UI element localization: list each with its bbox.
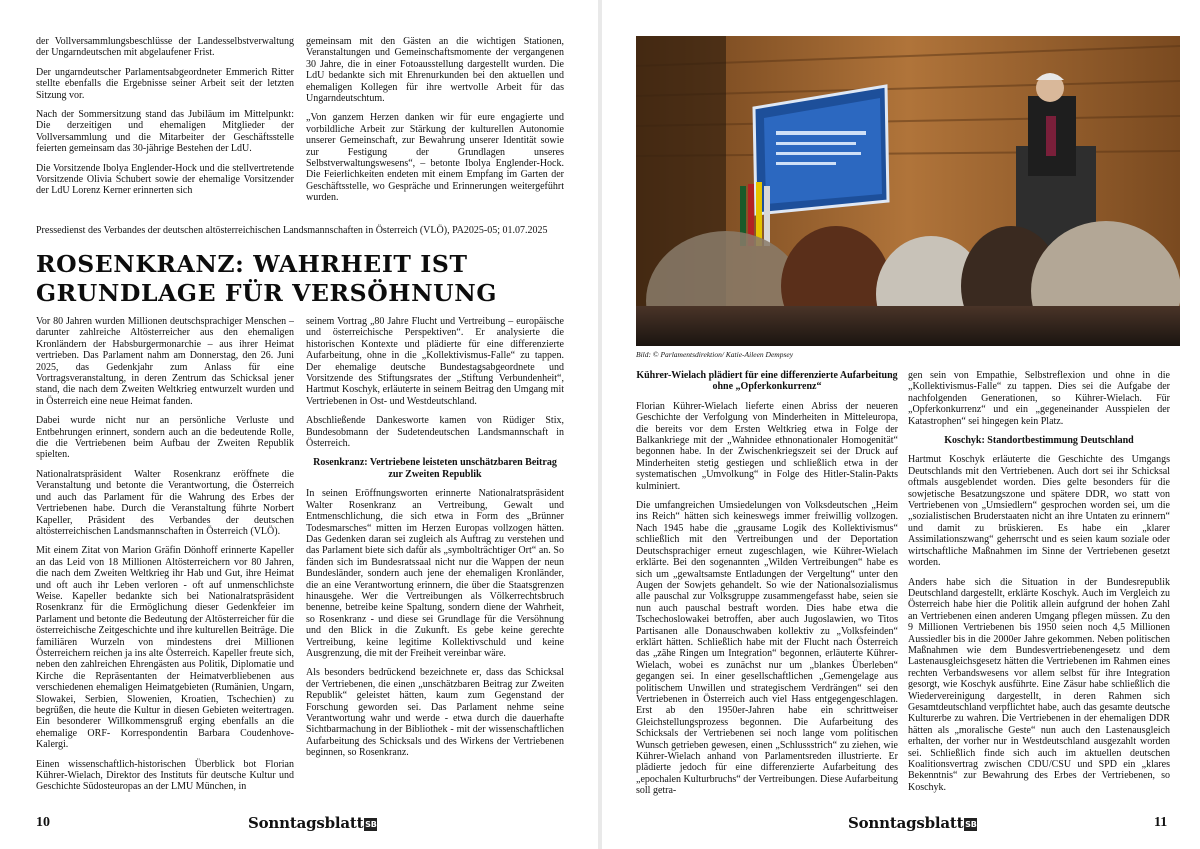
- paragraph: gen sein von Empathie, Selbstreflexion und ohne in die „Kollektivismus-Falle“ zu tappen. Dies sei die Aufgabe der nachfolgenden Generationen, so Kührer-Wielach. Für „Opferkonkurrenz“ und ein „gegeneinander Ausspielen der Katastrophen“ sei hingegen kein Platz.: [908, 370, 1170, 427]
- paragraph: Einen wissenschaftlich-historischen Überblick bot Florian Kührer-Wielach, Direktor des Instituts für deutsche Kultur und Geschichte Südosteuropas an der LMU München, in: [36, 758, 294, 793]
- subheading: Rosenkranz: Vertriebene leisteten unschätzbaren Beitrag zur Zweiten Republik: [313, 457, 557, 480]
- paragraph: der Vollversammlungsbeschlüsse der Landesselbstverwaltung der Ungarndeutschen mit abgelaufener Frist.: [36, 36, 294, 59]
- left-col2-main: [306, 316, 564, 808]
- paragraph: In seinen Eröffnungsworten erinnerte Nationalratspräsident Walter Rosenkranz an Vertreibung, Gewalt und Entmenschlichung, die sich etwa in Form des „Brünner Todesmarsches“ mitten im Herzen Europas vollzogen hätten. Das Gedenken daran sei zugleich als Auftrag zu verstehen und das Parlament biete sich dafür als „symbolträchtiger Ort“ an. So fänden sich im Bundesratssaal nicht nur die Wappen der neun Bundesländer, sondern auch jene der ehemaligen Kronländer, die an eine Verantwortung erinnern, die über die Staatsgrenzen hinausgehe. Wer die Vertreibungen als Völkerrechtsbruch benenne, betreibe keine Spaltung, sondern diene der Wahrheit, so Rosenkranz - und diese sei Grundlage für die Versöhnung und den Blick in die Zukunft. Es gebe keine gerechte Vertreibung, keine legitime Kollektivschuld und keine Ausgrenzung, die mit der Freiheit vereinbar wäre.: [306, 488, 564, 659]
- source-line: Pressedienst des Verbandes der deutschen altösterreichischen Landsmannschaften in Österreich (VLÖ), PA2025-05; 01.07.2025: [36, 225, 548, 236]
- page-number: 11: [1154, 815, 1168, 830]
- right-col2: [908, 370, 1170, 810]
- subheading: Koschyk: Standortbestimmung Deutschland: [944, 435, 1134, 447]
- right-page: [602, 0, 1200, 849]
- paragraph: Nach der Sommersitzung stand das Jubiläum im Mittelpunkt: Die derzeitigen und ehemaligen Mitglieder der Vollversammlung und die Mitarbeiter der Geschäftsstelle feierten gemeinsam das 30-jährige Bestehen der LdU.: [36, 109, 294, 155]
- right-col1: [636, 370, 898, 810]
- photo-caption: Bild: © Parlamentsdirektion/ Katie-Aileen Dempsey: [636, 350, 794, 359]
- paragraph: Vor 80 Jahren wurden Millionen deutschsprachiger Menschen – darunter zahlreiche Altösterreicher aus den ehemaligen Kronländern der Habsburgermonarchie – aus ihrer Heimat vertrieben. Das Parlament nahm am Donnerstag, den 26. Juni 2025, das Gedenkjahr zum Anlass für eine Vortragsveranstaltung, in deren Zentrum das Schicksal jener stand, die nach dem Zweiten Weltkrieg entwurzelt wurden und in Österreich eine neue Heimat fanden.: [36, 316, 294, 407]
- paragraph: Dabei wurde nicht nur an persönliche Verluste und Entbehrungen erinnert, sondern auch an die bedeutende Rolle, die die Vertriebenen beim Aufbau der Zweiten Republik spielten.: [36, 415, 294, 461]
- photo-illustration: [636, 36, 1180, 346]
- paragraph: Mit einem Zitat von Marion Gräfin Dönhoff erinnerte Kapeller an das Leid von 18 Millionen Altösterreichern vor 80 Jahren, die nach dem Zweiten Weltkrieg ihr Hab und Gut, ihre Heimat und oft auch ihr Leben verloren - oft auf unmenschlichste Weise. Kapeller bedankte sich bei Nationalratspräsident Rosenkranz für die Ermöglichung dieser Gedenkfeier im Parlament und betonte die Bedeutung der Altösterreicher für die österreichische Zeitgeschichte und ihre kulturellen Beiträge. Die familiären Wurzeln von mindestens drei Millionen Österreichern reichen ja ins alte Österreich. Kapeller freute sich, neben den zahlreichen Ehrengästen aus Politik, Diplomatie und Kirche die Repräsentanten der Heimatverbliebenen aus verschiedenen ehemaligen Heimatgebieten (Rumänien, Ungarn, Slowakei, Serbien, Slowenien, Kroatien, Tschechien) zu begrüßen, die heute die Kultur in diesen Gebieten weitertragen. Ein besonderer Willkommensgruß erging ebenfalls an die ehemalige ORF- Korrespondentin Barbara Coudenhove-Kalergi.: [36, 545, 294, 751]
- page-number: 10: [36, 815, 50, 830]
- paragraph: Hartmut Koschyk erläuterte die Geschichte des Umgangs Deutschlands mit den Vertriebenen. Auch dort sei ihr Schicksal oftmals ausgeblendet worden. Dies gelte besonders für die sowjetische Besatzungszone und spätere DDR, wo statt von Vertriebenen von „Umsiedlern“ gesprochen worden sei, um die „sozialistischen Bruderstaaten nicht an ihre Untaten zu erinnern“ und damit zu brüskieren. Es habe ein „klarer Assimilationszwang“ geherrscht und es seien kaum soziale oder wirtschaftliche Maßnahmen im Sinne der Vertriebenen gesetzt worden.: [908, 454, 1170, 569]
- brand-footer: [848, 814, 977, 832]
- brand-name: Sonntagsblatt: [248, 814, 364, 832]
- paragraph: Als besonders bedrückend bezeichnete er, dass das Schicksal der Vertriebenen, die einen „unschätzbaren Beitrag zur Zweiten Republik“ geleistet hätten, kaum zum Gegenstand der Forschung geworden sei. Das Parlament nehme seine Verantwortung wahr und werde - etwa durch die dauerhafte Sichtbarmachung in der Bibliothek - mit der wissenschaftlichen Aufarbeitung des Schicksals und des Wirkens der Vertriebenen beginnen, so Rosenkranz.: [306, 667, 564, 759]
- left-col2-top: [306, 36, 564, 218]
- paragraph: Die umfangreichen Umsiedelungen von Volksdeutschen „Heim ins Reich“ hätten sich keineswegs immer freiwillig vollzogen. Nach 1945 habe die „grausame Logik des Kollektivismus“ schließlich mit den Vertreibungen und der Deportation Deutschsprachiger erneut zugeschlagen, wie Kührer-Wielach erklärte. Bei den sogenannten „Wilden Vertreibungen“ habe es sich um „gewaltsamste Entladungen der Vergeltung“ unter den Augen der Sowjets gehandelt. So wie der Nationalsozialismus alle pauschal zur Volksgruppe zusammengefasst habe, seien sie nun auch pauschal bestraft worden. Dies habe etwa die Tschechoslowakei betroffen, aber auch Jugoslawien, wo Titos Partisanen alle Donauschwaben kollektiv zu „Volksfeinden“ erklärt hätten. Schließlich habe mit der Flucht nach Österreich das „zähe Ringen um Integration“ begonnen, erläuterte Kührer-Wielach, wobei es zunächst nur um „blankes Überleben“ gegangen sei. In einer gesellschaftlichen „Gemengelage aus politischem Unwillen und strategischem Verdrängen“ sei den Vertriebenen in Österreich auch viel Hass entgegengeschlagen. Erst ab den 1950er-Jahren habe ein schrittweiser Gleichstellungsprozess begonnen. Die Aufarbeitung des Schicksals der Vertriebenen sei noch lange vom politischen Wunsch getrieben gewesen, einen „Schlussstrich“ zu ziehen, wie Kührer-Wielach anhand von Parlamentsreden illustrierte. Er plädierte jedoch für eine differenzierte Aufarbeitung des „epochalen Kulturbruchs“ der Vertreibungen. Diese Aufarbeitung soll getra-: [636, 500, 898, 797]
- brand-logo-icon: SB: [365, 820, 377, 829]
- brand-name: Sonntagsblatt: [848, 814, 964, 832]
- brand-logo-icon: SB: [965, 820, 977, 829]
- paragraph: „Von ganzem Herzen danken wir für eure engagierte und vorbildliche Arbeit zur Stärkung der kulturellen Autonomie unserer Gemeinschaft, zur Bewahrung unserer Identität sowie zur Festigung der Grundlagen unseres Selbstverwaltungswesens“, – betonte Ibolya Englender-Hock. Die Feierlichkeiten endeten mit einem Empfang im Garten der Geschäftsstelle, wo Gespräche und Erinnerungen weitergeführt wurden.: [306, 112, 564, 204]
- left-page: [0, 0, 598, 849]
- paragraph: Nationalratspräsident Walter Rosenkranz eröffnete die Veranstaltung und betonte die Verantwortung, die Österreich und auch das Parlament für die Wahrung des Erbes der Vertriebenen habe. Durch die Veranstaltung führte Norbert Kapeller, Präsident des Verbandes der deutschen altösterreichischen Landsmannschaften in Österreich (VLÖ).: [36, 468, 294, 537]
- paragraph: seinem Vortrag „80 Jahre Flucht und Vertreibung – europäische und österreichische Perspektiven“. Er analysierte die historischen Kontexte und plädierte für eine differenzierte Aufarbeitung, ohne in die „Kollektivismus-Falle“ zu tappen. Der ehemalige deutsche Bundestagsabgeordnete und Vorsitzende des Stiftungsrates der „Stiftung Verbundenheit“, Hartmut Koschyk, erläuterte in seinem Beitrag den Umgang mit Vertriebenen in Ost- und Westdeutschland.: [306, 316, 564, 407]
- paragraph: Anders habe sich die Situation in der Bundesrepublik Deutschland dargestellt, erklärte Koschyk. Auch im Vergleich zu Österreich habe hier die Politik allein aufgrund der hohen Zahl an Vertriebenen einen anderen Umgang pflegen müssen. Zu den 9 Millionen Vertriebenen bis 1950 seien noch 4,5 Millionen Aussiedler bis in die 2000er Jahre gekommen. Neben politischen Maßnahmen wie dem Bundesvertriebenengesetz und dem Lastenausgleichsgesetz hätten die Vertriebenen im Rahmen eines rechten Verbandswesens vor allem selbst für ihre Integration gesorgt, wie Koschyk ausführte. Eine Zäsur habe schließlich die Wiedervereinigung dargestellt, in deren Rahmen sich Gesamtdeutschland verpflichtet habe, auch das gesamte deutsche Kulturerbe zu wahren. Die Vertriebenen in der ehemaligen DDR hätten als „moralische Geste“ nun auch den Lastenausgleich erhalten, der vorher nur in Westdeutschland ausgezahlt worden sei. Schließlich finde sich auch im aktuellen deutschen Koalitionsvertrag zwischen CDU/CSU und SPD ein „klares Bekenntnis“ zur Bewahrung des Erbes der Vertriebenen, so Koschyk.: [908, 576, 1170, 793]
- left-col1-main: [36, 316, 294, 808]
- brand-footer: [248, 814, 377, 832]
- paragraph: Abschließende Dankesworte kamen von Rüdiger Stix, Bundesobmann der Sudetendeutschen Landsmannschaft in Österreich.: [306, 415, 564, 450]
- left-col1-top: [36, 36, 294, 218]
- article-headline: ROSENKRANZ: WAHRHEIT IST GRUNDLAGE FÜR VERSÖHNUNG: [36, 250, 498, 307]
- event-photo: [636, 36, 1180, 346]
- paragraph: gemeinsam mit den Gästen an die wichtigen Stationen, Veranstaltungen und Gemeinschaftsmomente der vergangenen 30 Jahre, die in einer Fotoausstellung dargestellt wurden. Die LdU bedankte sich mit Ehrenurkunden bei den aktuellen und ehemaligen Kollegen für ihre wertvolle Arbeit für das Ungarndeutschtum.: [306, 36, 564, 105]
- paragraph: Der ungarndeutscher Parlamentsabgeordneter Emmerich Ritter stellte ebenfalls die Ergebnisse seiner Arbeit seit der letzten Sitzung vor.: [36, 66, 294, 101]
- paragraph: Die Vorsitzende Ibolya Englender-Hock und die stellvertretende Vorsitzende Olivia Schubert sowie der ehemalige Vorsitzender der LdU Lorenz Kerner erinnerten sich: [36, 162, 294, 197]
- paragraph: Florian Kührer-Wielach lieferte einen Abriss der neueren Geschichte der Verfolgung von Minderheiten in Mitteleuropa, die bereits vor dem Ersten Weltkrieg etwa in Folge der Balkankriege mit der „Wahnidee ethnonationaler Homogenität“ begonnen habe. In der Zwischenkriegszeit sei der Druck auf Minderheiten stetig gestiegen und schließlich etwa in der systematischen „Umvolkung“ in Folge des Hitler-Stalin-Pakts kulminiert.: [636, 400, 898, 492]
- subheading: Kührer-Wielach plädiert für eine differenzierte Aufarbeitung ohne „Opferkonkurrenz“: [636, 370, 898, 393]
